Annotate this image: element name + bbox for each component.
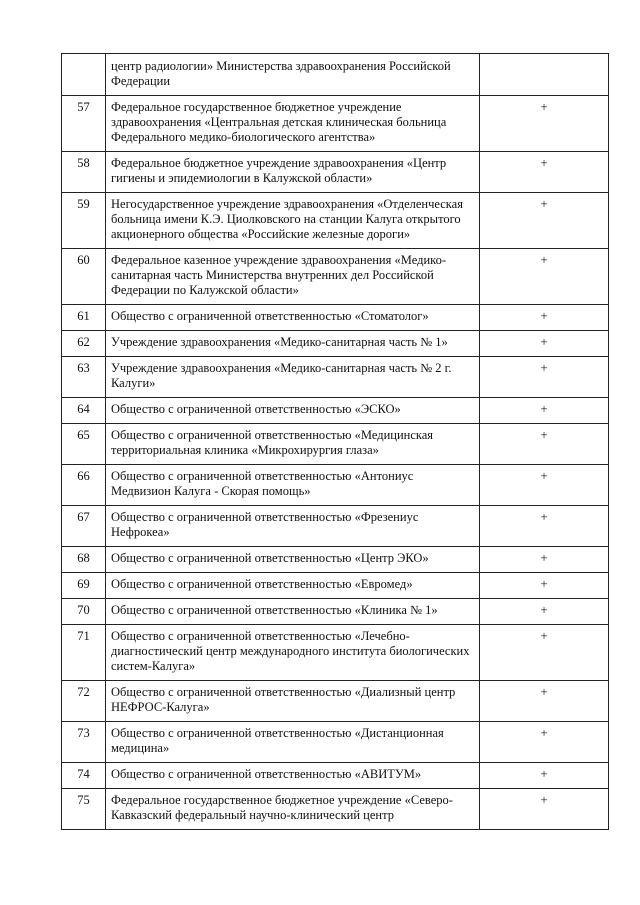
organization-name: Общество с ограниченной ответственностью «ЭСКО» — [106, 398, 480, 424]
inclusion-mark: + — [480, 398, 609, 424]
table-row-continuation — [62, 54, 609, 96]
row-number: 61 — [62, 305, 106, 331]
row-number: 64 — [62, 398, 106, 424]
organization-name: Федеральное государственное бюджетное учреждение здравоохранения «Центральная детская клиническая больница Федерального медико-биологического агентства» — [106, 96, 480, 152]
organization-name: Общество с ограниченной ответственностью «Клиника № 1» — [106, 599, 480, 625]
inclusion-mark: + — [480, 96, 609, 152]
row-number: 75 — [62, 789, 106, 830]
organization-name: Общество с ограниченной ответственностью «Антониус Медвизион Калуга - Скорая помощь» — [106, 465, 480, 506]
table-row — [62, 789, 609, 830]
row-number: 67 — [62, 506, 106, 547]
row-number: 71 — [62, 625, 106, 681]
inclusion-mark: + — [480, 357, 609, 398]
organization-name: Общество с ограниченной ответственностью «Центр ЭКО» — [106, 547, 480, 573]
organization-name: Учреждение здравоохранения «Медико-санитарная часть № 2 г. Калуги» — [106, 357, 480, 398]
inclusion-mark: + — [480, 547, 609, 573]
table-row — [62, 625, 609, 681]
inclusion-mark: + — [480, 722, 609, 763]
inclusion-mark: + — [480, 424, 609, 465]
row-number: 72 — [62, 681, 106, 722]
table-row — [62, 305, 609, 331]
organization-name: Общество с ограниченной ответственностью «Диализный центр НЕФРОС-Калуга» — [106, 681, 480, 722]
inclusion-mark: + — [480, 763, 609, 789]
inclusion-mark: + — [480, 789, 609, 830]
table-row — [62, 681, 609, 722]
inclusion-mark: + — [480, 152, 609, 193]
inclusion-mark: + — [480, 331, 609, 357]
table-row — [62, 331, 609, 357]
table-row — [62, 465, 609, 506]
organization-name: центр радиологии» Министерства здравоохранения Российской Федерации — [106, 54, 480, 96]
table-row — [62, 599, 609, 625]
row-number: 66 — [62, 465, 106, 506]
inclusion-mark: + — [480, 305, 609, 331]
row-number: 68 — [62, 547, 106, 573]
row-number: 74 — [62, 763, 106, 789]
organization-name: Общество с ограниченной ответственностью «Евромед» — [106, 573, 480, 599]
organization-name: Учреждение здравоохранения «Медико-санитарная часть № 1» — [106, 331, 480, 357]
row-number: 65 — [62, 424, 106, 465]
inclusion-mark: + — [480, 681, 609, 722]
row-number: 73 — [62, 722, 106, 763]
table-row — [62, 424, 609, 465]
row-number: 57 — [62, 96, 106, 152]
organization-name: Общество с ограниченной ответственностью «Фрезениус Нефрокеа» — [106, 506, 480, 547]
inclusion-mark: + — [480, 506, 609, 547]
row-number: 63 — [62, 357, 106, 398]
inclusion-mark: + — [480, 249, 609, 305]
row-number: 70 — [62, 599, 106, 625]
row-number: 69 — [62, 573, 106, 599]
organization-name: Федеральное государственное бюджетное учреждение «Северо-Кавказский федеральный научно-клинический центр — [106, 789, 480, 830]
inclusion-mark: + — [480, 573, 609, 599]
table-row — [62, 193, 609, 249]
table-row — [62, 249, 609, 305]
organization-name: Общество с ограниченной ответственностью «АВИТУМ» — [106, 763, 480, 789]
inclusion-mark: + — [480, 599, 609, 625]
table-row — [62, 722, 609, 763]
inclusion-mark: + — [480, 625, 609, 681]
inclusion-mark — [480, 54, 609, 96]
organization-name: Общество с ограниченной ответственностью «Лечебно-диагностический центр международного института биологических систем-Калуга» — [106, 625, 480, 681]
table-row — [62, 398, 609, 424]
organization-name: Федеральное казенное учреждение здравоохранения «Медико-санитарная часть Министерства внутренних дел Российской Федерации по Калужской области» — [106, 249, 480, 305]
organization-name: Общество с ограниченной ответственностью «Медицинская территориальная клиника «Микрохирургия глаза» — [106, 424, 480, 465]
row-number — [62, 54, 106, 96]
organization-name: Негосударственное учреждение здравоохранения «Отделенческая больница имени К.Э. Циолковского на станции Калуга открытого акционерного общества «Российские железные дороги» — [106, 193, 480, 249]
inclusion-mark: + — [480, 193, 609, 249]
row-number: 58 — [62, 152, 106, 193]
table-row — [62, 96, 609, 152]
organization-name: Федеральное бюджетное учреждение здравоохранения «Центр гигиены и эпидемиологии в Калужской области» — [106, 152, 480, 193]
row-number: 62 — [62, 331, 106, 357]
inclusion-mark: + — [480, 465, 609, 506]
table-row — [62, 506, 609, 547]
table-row — [62, 763, 609, 789]
organizations-table — [61, 53, 609, 830]
table-row — [62, 357, 609, 398]
row-number: 60 — [62, 249, 106, 305]
table-row — [62, 152, 609, 193]
organization-name: Общество с ограниченной ответственностью «Стоматолог» — [106, 305, 480, 331]
row-number: 59 — [62, 193, 106, 249]
table-row — [62, 573, 609, 599]
organization-name: Общество с ограниченной ответственностью «Дистанционная медицина» — [106, 722, 480, 763]
table-row — [62, 547, 609, 573]
